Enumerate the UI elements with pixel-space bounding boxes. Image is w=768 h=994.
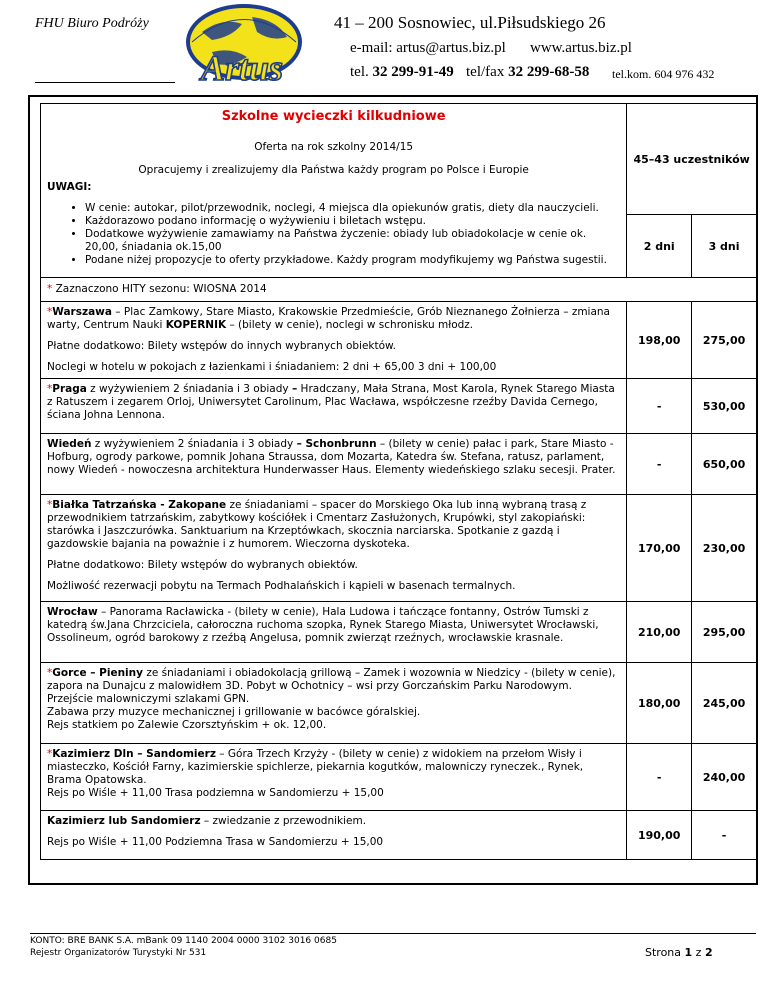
trip-text: Hradczany, Mała Strana, Most Karola, Rynek Starego Miasta z Ratuszem i zegarem Orloj, Uniwersytet Carolinum, Plac Wacława, współczesne rzeźby Davida Cernego, ściana Johna Lennona. [47,383,615,421]
trip-text: ze śniadaniami i obiadokolacją grillową – Zamek i wozownia w Niedzicy - (bilety w cenie), zapora na Dunajcu z malowidłem 3D. Pobyt w Ochotnicy – wsi przy Gorczańskim Parku Narodowym. Przejście malowniczymi szlakami GPN. [47,667,616,705]
trip-name: Wrocław [47,606,98,618]
total-pages: 2 [704,946,713,959]
registry-number: Rejestr Organizatorów Turystyki Nr 531 [30,948,207,958]
company-name: FHU Biuro Podróży [35,16,149,31]
trip-highlight: KOPERNIK [165,319,227,331]
trip-text: – (bilety w cenie), noclegi w schronisku młodz. [226,319,474,331]
trip-text: – Góra Trzech Krzyży - (bilety w cenie) z widokiem na przełom Wisły i miasteczko, Kościół Farny, kazimierskie spichlerze, piekarnia kogutków, malowniczy ryneczek., Rynek, Brama Opatowska. [47,748,584,786]
offer-table [40,103,757,860]
footer-divider [30,933,756,934]
hit-star: * [47,499,53,511]
email-link[interactable]: e-mail: artus@artus.biz.pl [350,40,506,56]
table-row [41,495,757,602]
trip-text: ze śniadaniami – spacer do Morskiego Oka lub inną wybraną trasą z przewodnikiem tatrzańskim, zabytkowy kościółek i Cmentarz Zasłużonych, Krupówki, styl zakopiański: starówka i Jaszczurówka. Sanktuarium na Krzeptówkach, skocznia narciarska. Spotkanie z gazdą i gazdowskie bajania na poważnie i z humorem. Wieczorna dyskoteka. [47,499,587,550]
trip-description [41,663,627,744]
price-2-days: 198,00 [627,302,692,379]
table-row [41,602,757,663]
hit-star: * [47,306,53,318]
website-link[interactable]: www.artus.biz.pl [530,40,632,56]
hit-star: * [47,283,53,295]
price-3-days: - [692,811,757,860]
trip-name: Białka Tatrzańska - Zakopane [52,499,227,511]
hits-note [41,278,757,302]
bank-account: KONTO: BRE BANK S.A. mBank 09 1140 2004 0000 3102 3016 0685 [30,936,337,946]
note-item: • Każdorazowo podano informację o wyżywieniu i biletach wstępu. [85,215,620,228]
table-row [41,663,757,744]
svg-text:Artus: Artus [200,48,284,88]
price-2-days: - [627,434,692,495]
offer-year: Oferta na rok szkolny 2014/15 [254,141,414,153]
trip-description [41,434,627,495]
header-divider [35,82,175,83]
price-3-days: 240,00 [692,744,757,811]
table-row [41,811,757,860]
trip-extra: Płatne dodatkowo: Bilety wstępów do innych wybranych obiektów. [47,340,396,352]
price-2-days: 190,00 [627,811,692,860]
trip-name: Warszawa [52,306,112,318]
hit-star: * [47,383,53,395]
trip-name: Wiedeń [47,438,92,450]
participants-header: 45–43 uczestników [627,104,757,215]
price-3-days: 650,00 [692,434,757,495]
phone [350,64,454,81]
price-3-days: 530,00 [692,379,757,434]
trip-description [41,379,627,434]
page-number [645,946,713,959]
trip-description [41,602,627,663]
trip-extra: Noclegi w hotelu w pokojach z łazienkami i śniadaniem: 2 dni + 65,00 3 dni + 100,00 [47,361,497,373]
table-row [41,302,757,379]
price-3-days: 275,00 [692,302,757,379]
hits-text: Zaznaczono HITY sezonu: WIOSNA 2014 [52,283,267,295]
hit-star: * [47,748,53,760]
note-item: • Podane niżej propozycje to oferty przykładowe. Każdy program modyfikujemy wg Państwa sugestii. [85,254,620,267]
price-3-days: 295,00 [692,602,757,663]
trip-text: – Plac Zamkowy, Stare Miasto, Krakowskie Przedmieście, Grób Nieznanego Żołnierza – zmiana warty, Centrum Nauki [47,306,610,331]
price-2-days: 170,00 [627,495,692,602]
trip-extra: Zabawa przy muzyce mechanicznej i grillowanie w bacówce góralskiej. [47,706,421,718]
page-of: z [692,946,705,959]
intro-cell [41,104,627,278]
note-item: • W cenie: autokar, pilot/przewodnik, noclegi, 4 miejsca dla opiekunów gratis, diety dla nauczycieli. [85,202,620,215]
trip-highlight: – Schonbrunn [296,438,377,450]
program-note: Opracujemy i zrealizujemy dla Państwa każdy program po Polsce i Europie [138,164,529,176]
page-prefix: Strona [645,946,685,959]
trip-description [41,811,627,860]
notes-list [47,202,620,267]
trip-extra: Rejs statkiem po Zalewie Czorsztyńskim + ok. 12,00. [47,719,327,731]
trip-name: Kazimierz lub Sandomierz [47,815,201,827]
artus-logo [172,2,312,92]
trip-highlight: – [291,383,298,395]
address: 41 – 200 Sosnowiec, ul.Piłsudskiego 26 [334,13,606,32]
trip-name: Kazimierz Dln – Sandomierz [52,748,216,760]
current-page: 1 [684,946,693,959]
page-title: Szkolne wycieczki kilkudniowe [221,109,446,124]
trip-description [41,302,627,379]
trip-extra: Możliwość rezerwacji pobytu na Termach Podhalańskich i kąpieli w basenach termalnych. [47,580,516,592]
trip-description [41,744,627,811]
notes-heading: UWAGI: [47,181,92,193]
price-3-days: 245,00 [692,663,757,744]
trip-extra: Rejs po Wiśle + 11,00 Podziemna Trasa w Sandomierzu + 15,00 [47,836,384,848]
trip-text: z wyżywieniem 2 śniadania i 3 obiady [86,383,292,395]
note-item: • Dodatkowe wyżywienie zamawiamy na Państwa życzenie: obiady lub obiadokolacje w cenie ok. 20,00, śniadania ok.15,00 [85,228,620,254]
price-2-days: - [627,379,692,434]
fax [466,64,589,81]
table-row [41,379,757,434]
price-2-days: 210,00 [627,602,692,663]
fax-number: 32 299-68-58 [508,64,590,80]
col-3-days: 3 dni [692,215,757,278]
trip-text: – Panorama Racławicka - (bilety w cenie), Hala Ludowa i tańczące fontanny, Ostrów Tumski z katedrą św.Jana Chrzciciela, całoroczna ruchoma szopka, Rynek Starego Miasta, Uniwersytet Wrocławski, Ossolineum, ogród barokowy z rzeźbą Angelusa, pomnik zwierząt rzeźnych, wrocławskie krasnale. [47,606,599,644]
table-row [41,434,757,495]
trip-text: – (bilety w cenie) pałac i park, Stare Miasto - Hofburg, ogrody parkowe, pomnik Johana Straussa, dom Mozarta, Katedra św. Stefana, ratusz, parlament, nowy Wiedeń - nowoczesna architektura Hunderwasser Haus. Elementy wiedeńskiego szlaku secesji. Prater. [47,438,616,476]
trip-description [41,495,627,602]
phone-number: 32 299-91-49 [372,64,454,80]
trip-text: z wyżywieniem 2 śniadania i 3 obiady [91,438,297,450]
price-2-days: 180,00 [627,663,692,744]
price-3-days: 230,00 [692,495,757,602]
trip-name: Praga [52,383,87,395]
hit-star: * [47,667,53,679]
price-2-days: - [627,744,692,811]
mobile-phone: tel.kom. 604 976 432 [612,67,715,81]
table-row [41,744,757,811]
trip-name: Gorce – Pieniny [52,667,143,679]
trip-text: – zwiedzanie z przewodnikiem. [200,815,367,827]
phone-label: tel. [350,64,369,80]
trip-extra: Płatne dodatkowo: Bilety wstępów do wybranych obiektów. [47,559,358,571]
col-2-days: 2 dni [627,215,692,278]
fax-label: tel/fax [466,64,505,80]
trip-extra: Rejs po Wiśle + 11,00 Trasa podziemna w Sandomierzu + 15,00 [47,787,384,799]
